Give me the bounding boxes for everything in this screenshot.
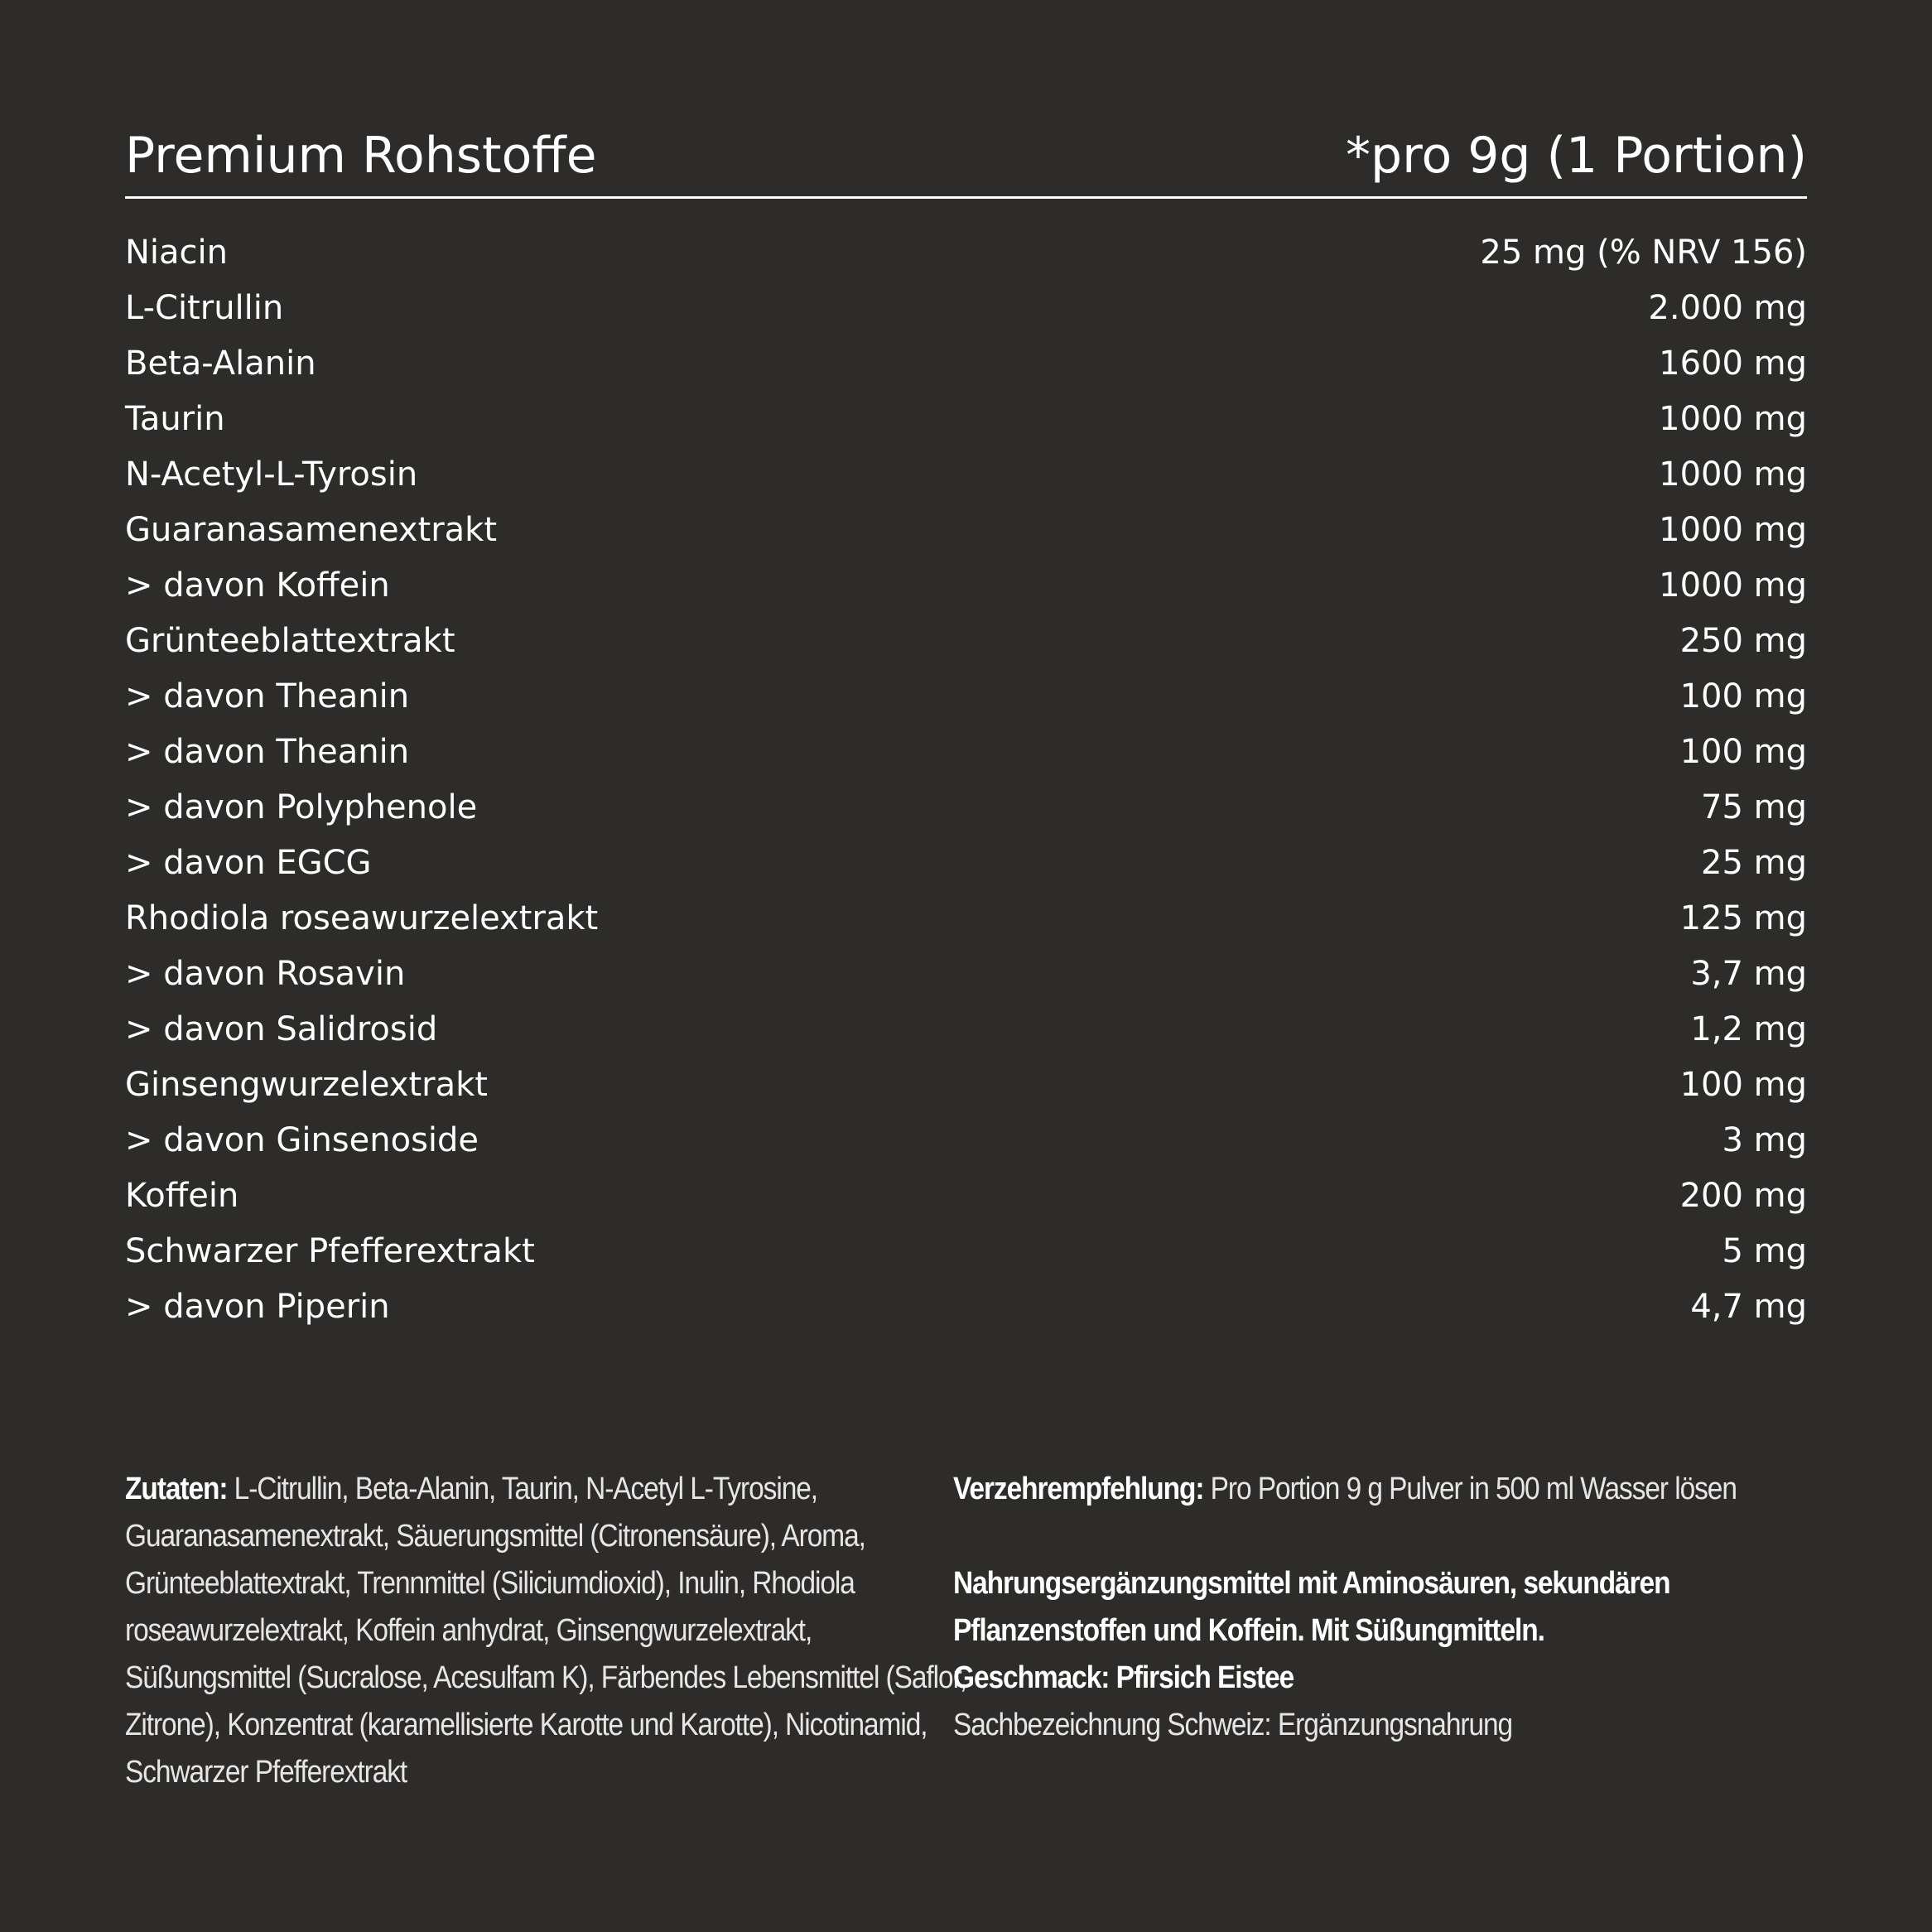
table-row xyxy=(125,1058,1807,1113)
row-name: Rhodiola roseawurzelextrakt xyxy=(125,899,599,937)
table-row xyxy=(125,780,1807,836)
row-amount: 3 mg xyxy=(1722,1121,1807,1159)
label-text-section xyxy=(125,1466,1807,1796)
row-name: > davon Salidrosid xyxy=(125,1010,438,1048)
swiss-designation: Sachbezeichnung Schweiz: Ergänzungsnahrung xyxy=(953,1708,1513,1742)
nutrition-panel xyxy=(125,116,1807,1335)
row-name: > davon Rosavin xyxy=(125,955,406,993)
ingredients-label: Zutaten: xyxy=(125,1472,228,1506)
row-name: Grünteeblattextrakt xyxy=(125,622,455,660)
row-name: Koffein xyxy=(125,1177,239,1215)
table-row xyxy=(125,503,1807,558)
table-row xyxy=(125,891,1807,947)
description-paragraph xyxy=(953,1560,1806,1749)
row-name: Taurin xyxy=(125,400,225,438)
recommendation-text: Pro Portion 9 g Pulver in 500 ml Wasser lösen xyxy=(1203,1472,1737,1506)
flavor-label: Geschmack: Pfirsich Eistee xyxy=(953,1660,1294,1695)
row-amount: 2.000 mg xyxy=(1648,289,1807,327)
panel-title: Premium Rohstoffe xyxy=(125,127,597,185)
panel-header xyxy=(125,116,1807,199)
table-row xyxy=(125,1168,1807,1224)
product-description: Nahrungsergänzungsmittel mit Aminosäuren, sekundären Pflanzenstoffen und Koffein. Mit Süßungmitteln. xyxy=(953,1566,1670,1648)
row-name: N-Acetyl-L-Tyrosin xyxy=(125,455,418,494)
row-name: Guaranasamenextrakt xyxy=(125,511,498,549)
row-name: > davon EGCG xyxy=(125,844,372,882)
row-amount: 1000 mg xyxy=(1659,566,1807,605)
row-amount: 100 mg xyxy=(1679,733,1807,771)
table-row xyxy=(125,336,1807,392)
table-row xyxy=(125,558,1807,614)
row-amount: 5 mg xyxy=(1722,1232,1807,1270)
row-name: > davon Theanin xyxy=(125,733,410,771)
row-name: > davon Koffein xyxy=(125,566,390,605)
row-amount: 250 mg xyxy=(1679,622,1807,660)
table-row xyxy=(125,836,1807,891)
row-amount: 1000 mg xyxy=(1659,400,1807,438)
table-row xyxy=(125,669,1807,725)
row-name: > davon Ginsenoside xyxy=(125,1121,479,1159)
row-amount: 100 mg xyxy=(1679,1066,1807,1104)
table-row xyxy=(125,725,1807,780)
row-amount: 125 mg xyxy=(1679,899,1807,937)
table-row xyxy=(125,281,1807,336)
row-name: Niacin xyxy=(125,234,229,272)
row-amount: 1600 mg xyxy=(1659,344,1807,383)
table-row xyxy=(125,225,1807,281)
row-name: > davon Theanin xyxy=(125,677,410,715)
ingredients-paragraph xyxy=(125,1466,978,1796)
table-row xyxy=(125,1002,1807,1058)
row-amount: 4,7 mg xyxy=(1690,1288,1807,1326)
row-name: > davon Polyphenole xyxy=(125,788,478,826)
table-row xyxy=(125,614,1807,669)
row-name: > davon Piperin xyxy=(125,1288,390,1326)
per-serving-label: *pro 9g (1 Portion) xyxy=(1346,127,1807,185)
row-amount: 25 mg (% NRV 156) xyxy=(1480,234,1807,272)
row-name: Ginsengwurzelextrakt xyxy=(125,1066,488,1104)
ingredients-column xyxy=(125,1466,967,1796)
row-name: Beta-Alanin xyxy=(125,344,316,383)
row-name: Schwarzer Pfefferextrakt xyxy=(125,1232,535,1270)
info-column xyxy=(953,1466,1807,1796)
row-amount: 1,2 mg xyxy=(1690,1010,1807,1048)
recommendation-label: Verzehrempfehlung: xyxy=(953,1472,1204,1506)
row-amount: 1000 mg xyxy=(1659,511,1807,549)
table-row xyxy=(125,1113,1807,1168)
table-row xyxy=(125,447,1807,503)
ingredient-table xyxy=(125,225,1807,1335)
row-name: L-Citrullin xyxy=(125,289,284,327)
table-row xyxy=(125,392,1807,447)
table-row xyxy=(125,1279,1807,1335)
row-amount: 100 mg xyxy=(1679,677,1807,715)
ingredients-text: L-Citrullin, Beta-Alanin, Taurin, N-Acetyl L-Tyrosine, Guaranasamenextrakt, Säuerungsmittel (Citronensäure), Aroma, Grünteeblattextrakt, Trennmittel (Siliciumdioxid), Inulin, Rhodiola roseawurzelextrakt, Koffein anhydrat, Ginsengwurzelextrakt, Süßungsmittel (Sucralose, Acesulfam K), Färbendes Lebensmittel (Saflor, Zitrone), Konzentrat (karamellisierte Karotte und Karotte), Nicotinamid, Schwarzer Pfefferextrakt xyxy=(125,1472,967,1790)
recommendation-paragraph xyxy=(953,1466,1806,1513)
table-row xyxy=(125,1224,1807,1279)
row-amount: 200 mg xyxy=(1679,1177,1807,1215)
row-amount: 1000 mg xyxy=(1659,455,1807,494)
table-row xyxy=(125,947,1807,1002)
row-amount: 75 mg xyxy=(1701,788,1807,826)
row-amount: 25 mg xyxy=(1701,844,1807,882)
row-amount: 3,7 mg xyxy=(1690,955,1807,993)
